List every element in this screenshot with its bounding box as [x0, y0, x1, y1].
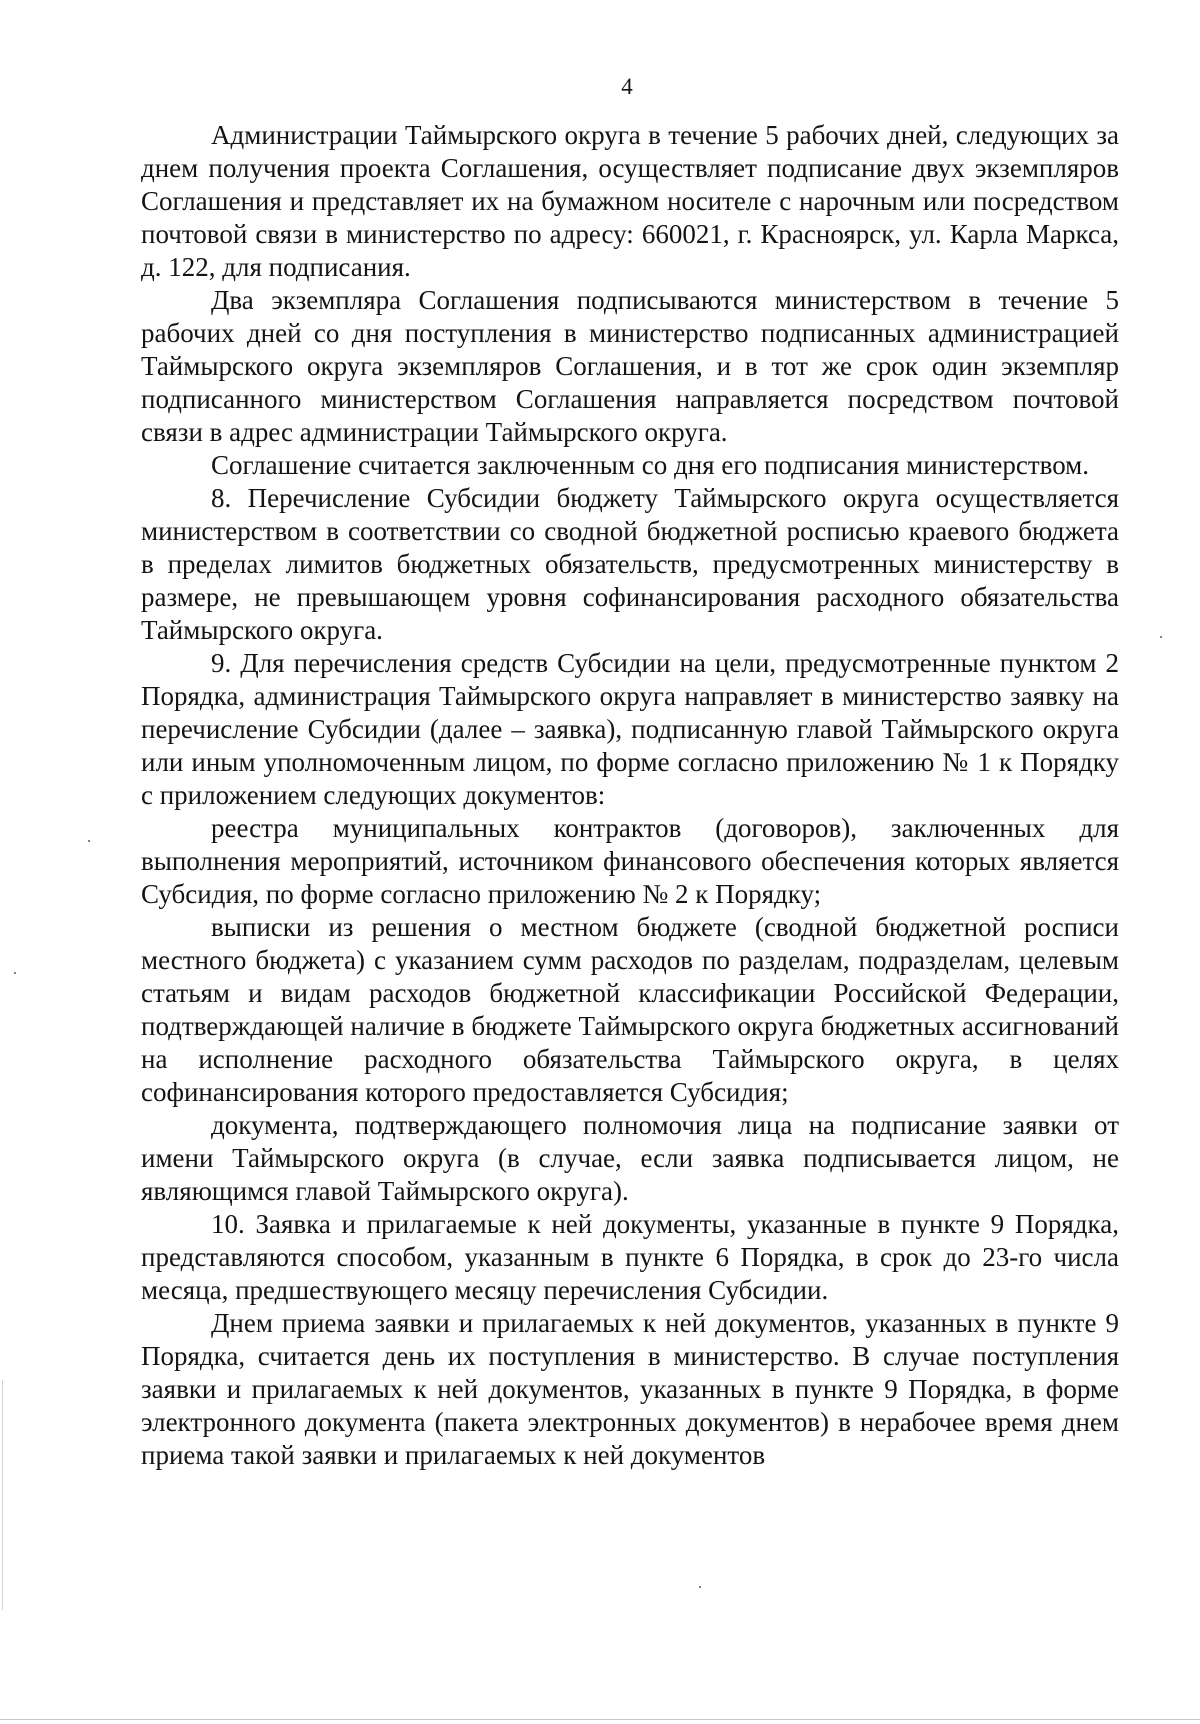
paragraph-budget-extract: выписки из решения о местном бюджете (сводной бюджетной росписи местного бюджета) с указанием сумм расходов по разделам, подразделам, целевым статьям и видам расходов бюджетной классификации Российской Федерации, подтверждающей наличие в бюджете Таймырского округа бюджетных ассигнований на исполнение расходного обязательства Таймырского округа, в целях софинансирования которого предоставляется Субсидия;: [141, 912, 1119, 1107]
scan-speck: [1160, 636, 1162, 638]
paragraph-authority-document: документа, подтверждающего полномочия лица на подписание заявки от имени Таймырского округа (в случае, если заявка подписывается лицом, не являющимся главой Таймырского округа).: [141, 1110, 1119, 1206]
paragraph-contracts-register: реестра муниципальных контрактов (договоров), заключенных для выполнения мероприятий, источником финансового обеспечения которых является Субсидия, по форме согласно приложению № 2 к Порядку;: [141, 813, 1119, 909]
paragraph-signing-by-ministry: Два экземпляра Соглашения подписываются министерством в течение 5 рабочих дней со дня поступления в министерство подписанных администрацией Таймырского округа экземпляров Соглашения, и в тот же срок один экземпляр подписанного министерством Соглашения направляется посредством почтовой связи в адрес администрации Таймырского округа.: [141, 285, 1119, 447]
scan-edge-left: [2, 1380, 3, 1610]
paragraph-clause-9: 9. Для перечисления средств Субсидии на цели, предусмотренные пунктом 2 Порядка, администрация Таймырского округа направляет в министерство заявку на перечисление Субсидии (далее – заявка), подписанную главой Таймырского округа или иным уполномоченным лицом, по форме согласно приложению № 1 к Порядку с приложением следующих документов:: [141, 648, 1119, 810]
scan-speck: [699, 1586, 701, 1588]
paragraph-receipt-day: Днем приема заявки и прилагаемых к ней документов, указанных в пункте 9 Порядка, считается день их поступления в министерство. В случае поступления заявки и прилагаемых к ней документов, указанных в пункте 9 Порядка, в форме электронного документа (пакета электронных документов) в нерабочее время днем приема такой заявки и прилагаемых к ней документов: [141, 1308, 1119, 1470]
paragraph-signing-by-administration: Администрации Таймырского округа в течение 5 рабочих дней, следующих за днем получения проекта Соглашения, осуществляет подписание двух экземпляров Соглашения и представляет их на бумажном носителе с нарочным или посредством почтовой связи в министерство по адресу: 660021, г. Красноярск, ул. Карла Маркса, д. 122, для подписания.: [141, 120, 1119, 282]
scan-edge-bottom: [0, 1719, 1200, 1720]
scan-speck: [88, 840, 90, 842]
document-body: [141, 119, 1119, 1472]
scan-speck: [14, 972, 16, 974]
page-number: 4: [621, 74, 633, 99]
paragraph-agreement-concluded: Соглашение считается заключенным со дня его подписания министерством.: [211, 450, 1090, 480]
paragraph-clause-8: 8. Перечисление Субсидии бюджету Таймырского округа осуществляется министерством в соответствии со сводной бюджетной росписью краевого бюджета в пределах лимитов бюджетных обязательств, предусмотренных министерству в размере, не превышающем уровня софинансирования расходного обязательства Таймырского округа.: [141, 483, 1119, 645]
paragraph-clause-10: 10. Заявка и прилагаемые к ней документы, указанные в пункте 9 Порядка, представляются способом, указанным в пункте 6 Порядка, в срок до 23-го числа месяца, предшествующего месяцу перечисления Субсидии.: [141, 1209, 1119, 1305]
